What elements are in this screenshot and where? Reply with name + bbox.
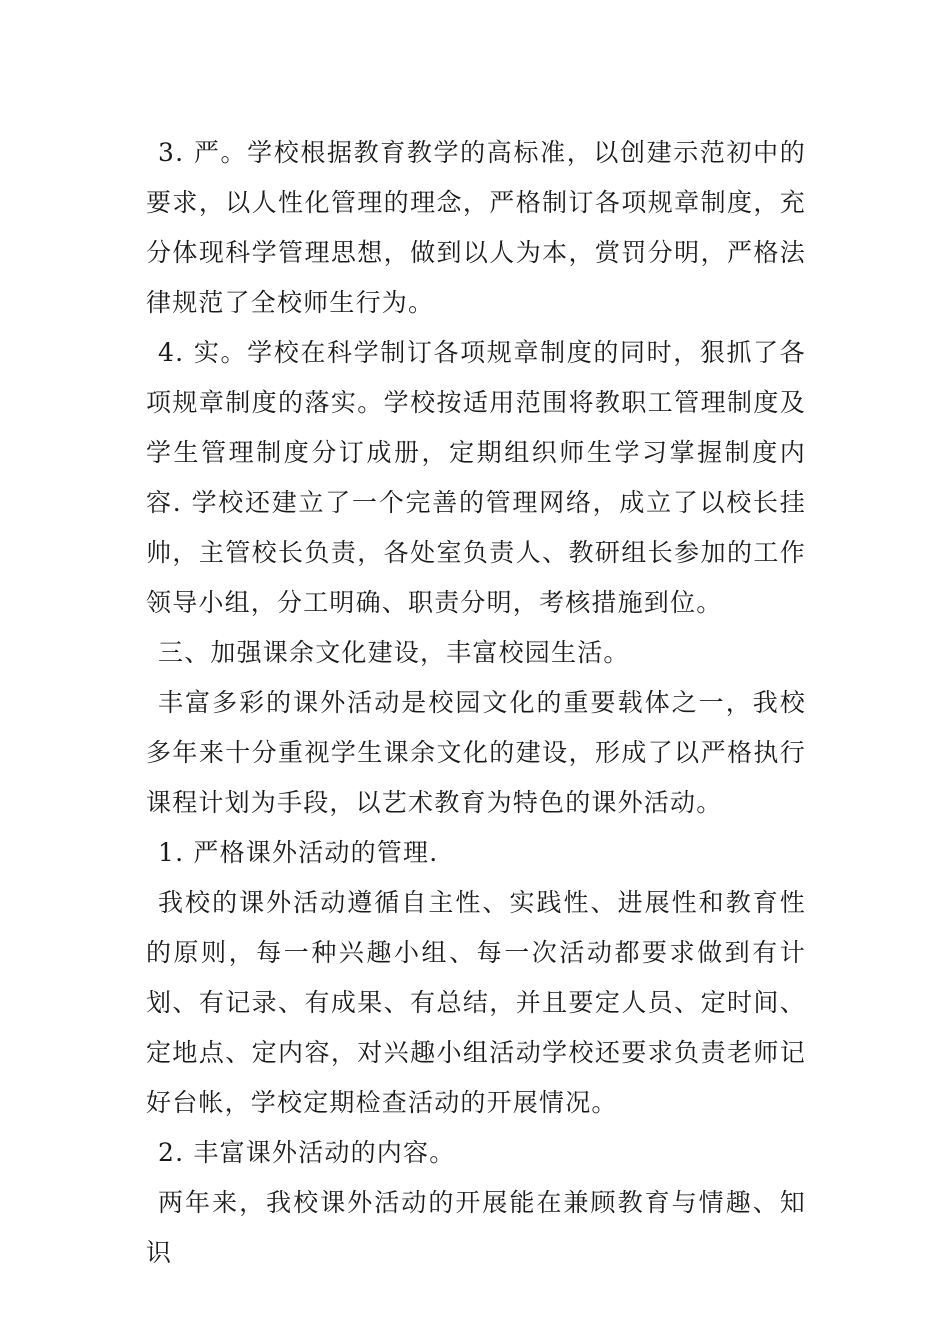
paragraph-extracurricular-intro: 丰富多彩的课外活动是校园文化的重要载体之一，我校多年来十分重视学生课余文化的建设，形成了以严格执行课程计划为手段，以艺术教育为特色的课外活动。: [146, 688, 806, 817]
subheading-2: 2. 丰富课外活动的内容。: [158, 1138, 456, 1167]
subheading-1: 1. 严格课外活动的管理.: [158, 838, 439, 867]
paragraph-item-4-practical: 4. 实。学校在科学制订各项规章制度的同时，狠抓了各项规章制度的落实。学校按适用范围将教职工管理制度及学生管理制度分订成册，定期组织师生学习掌握制度内容. 学校还建立了一个完善的管理网络，成立了以校长挂帅，主管校长负责，各处室负责人、教研组长参加的工作领导小组，分工明确、职责分明，考核措施到位。: [146, 338, 806, 617]
paragraph-activity-management: 我校的课外活动遵循自主性、实践性、进展性和教育性的原则，每一种兴趣小组、每一次活动都要求做到有计划、有记录、有成果、有总结，并且要定人员、定时间、定地点、定内容，对兴趣小组活动学校还要求负责老师记好台帐，学校定期检查活动的开展情况。: [146, 888, 806, 1117]
section-heading-3: 三、加强课余文化建设，丰富校园生活。: [158, 638, 630, 667]
paragraph-activity-content: 两年来，我校课外活动的开展能在兼顾教育与情趣、知识: [146, 1188, 806, 1267]
paragraph-item-3-strict: 3. 严。学校根据教育教学的高标准，以创建示范初中的要求，以人性化管理的理念，严格制订各项规章制度，充分体现科学管理思想，做到以人为本，赏罚分明，严格法律规范了全校师生行为。: [146, 138, 806, 317]
document-body: [146, 128, 806, 1278]
